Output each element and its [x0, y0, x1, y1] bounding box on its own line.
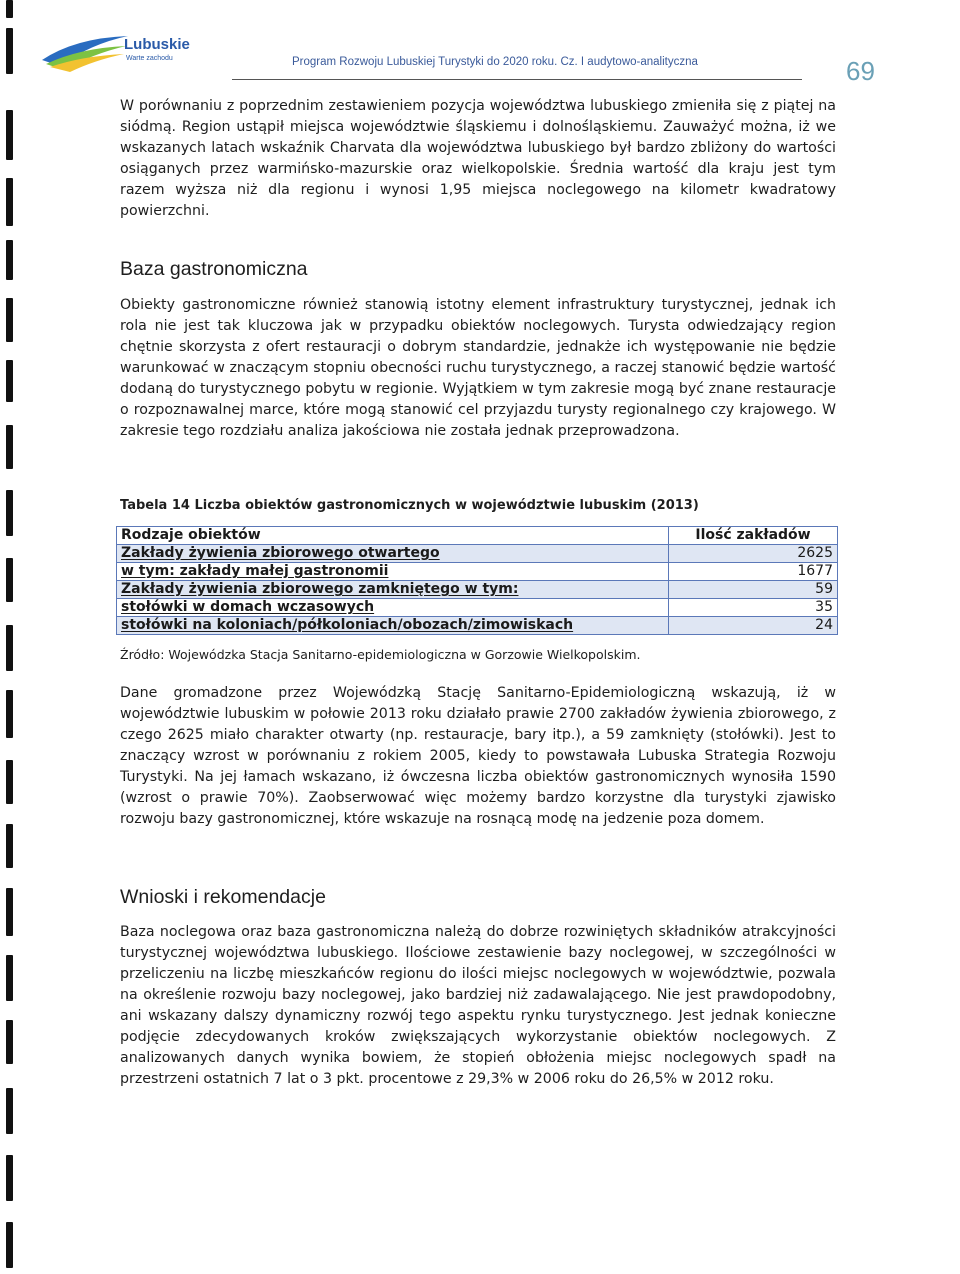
- row-label: stołówki w domach wczasowych: [117, 599, 669, 617]
- table-row: [117, 581, 838, 599]
- section-heading-gastro: Baza gastronomiczna: [120, 258, 308, 280]
- header-count: Ilość zakładów: [669, 527, 838, 545]
- lubuskie-logo: [40, 30, 240, 80]
- intro-paragraph: W porównaniu z poprzednim zestawieniem pozycja województwa lubuskiego zmieniła się z piątej na siódmą. Region ustąpił miejsca województwie śląskiemu i dolnośląskiemu. Zauważyć można, iż we wskazanych latach wskaźnik Charvata dla województwa lubuskiego był bardzo zbliżony do wartości osiąganych przez warmińsko-mazurskie oraz wielkopolskie. Średnia wartość dla kraju jest tym razem wyższa niż dla regionu i wynosi 1,95 miejsca noclegowego na kilometr kwadratowy powierzchni.: [120, 98, 836, 219]
- logo-brand-text: Lubuskie: [124, 36, 190, 53]
- row-value: 24: [669, 617, 838, 635]
- row-label: w tym: zakłady małej gastronomii: [117, 563, 669, 581]
- row-value: 59: [669, 581, 838, 599]
- table-caption: Tabela 14 Liczba obiektów gastronomicznych w województwie lubuskim (2013): [120, 498, 699, 513]
- section-heading-conclusions: Wnioski i rekomendacje: [120, 886, 326, 908]
- row-label: Zakłady żywienia zbiorowego otwartego: [117, 545, 669, 563]
- binding-holes: [0, 0, 24, 1274]
- row-label: Zakłady żywienia zbiorowego zamkniętego w tym:: [117, 581, 669, 599]
- logo-tagline: Warte zachodu: [126, 55, 173, 62]
- header-divider: [232, 79, 802, 80]
- table-row: [117, 617, 838, 635]
- table-header-row: [117, 527, 838, 545]
- gastronomy-table: [116, 526, 838, 635]
- gastro-paragraph: Obiekty gastronomiczne również stanowią istotny element infrastruktury turystycznej, jednak ich rola nie jest tak kluczowa jak w przypadku obiektów noclegowych. Turysta odwiedzający region chętnie skorzysta z ofert restauracji o dobrym standardzie, jednakże ich występowanie nie będzie warunkować w znaczącym stopniu obecności ruchu turystycznego, a raczej stanowić będzie wartość dodaną do turystycznego pobytu w regionie. Wyjątkiem w tym zakresie mogą być znane restauracje o rozpoznawalnej marce, które mogą stanowić cel przyjazdu turysty regionalnego czy krajowego. W zakresie tego rozdziału analiza jakościowa nie została jednak przeprowadzona.: [120, 297, 836, 439]
- swoosh-icon: [40, 30, 130, 76]
- row-label: stołówki na koloniach/półkoloniach/obozach/zimowiskach: [117, 617, 669, 635]
- header-object-types: Rodzaje obiektów: [117, 527, 669, 545]
- table-row: [117, 563, 838, 581]
- table-source-note: Źródło: Wojewódzka Stacja Sanitarno-epidemiologiczna w Gorzowie Wielkopolskim.: [120, 647, 641, 662]
- after-table-paragraph: Dane gromadzone przez Wojewódzką Stację Sanitarno-Epidemiologiczną wskazują, iż w województwie lubuskim w połowie 2013 roku działało prawie 2700 zakładów żywienia zbiorowego, z czego 2625 miało charakter otwarty (np. restauracje, bary itp.), a 59 zamknięty (stołówki). Jest to znaczący wzrost w porównaniu z rokiem 2005, kiedy to powstawała Lubuska Strategia Rozwoju Turystyki. Na jej łamach wskazano, iż ówczesna liczba obiektów gastronomicznych wynosiła 1590 (wzrost o prawie 70%). Zaobserwować więc możemy bardzo korzystne dla turystyki zjawisko rozwoju bazy gastronomicznej, które wskazuje na rosnącą modę na jedzenie poza domem.: [120, 685, 836, 827]
- table-row: [117, 545, 838, 563]
- page-number: 69: [846, 56, 875, 86]
- row-value: 1677: [669, 563, 838, 581]
- document-title: Program Rozwoju Lubuskiej Turystyki do 2020 roku. Cz. I audytowo-analityczna: [292, 56, 698, 68]
- row-value: 2625: [669, 545, 838, 563]
- row-value: 35: [669, 599, 838, 617]
- table-row: [117, 599, 838, 617]
- conclusions-paragraph: Baza noclegowa oraz baza gastronomiczna należą do dobrze rozwiniętych składników atrakcyjności turystycznej województwa lubuskiego. Ilościowe zestawienie bazy noclegowej, w szczególności w przeliczeniu na liczbę mieszkańców regionu do ilości miejsc noclegowych w województwie, pozwala na określenie rozwoju bazy noclegowej, jako bardziej niż zadawalającego. Nie jest prawdopodobny, ani wskazany dalszy dynamiczny rozwój tego aspektu rynku turystycznego. Jest jednak konieczne podjęcie zdecydowanych kroków zwiększających wykorzystanie obiektów noclegowych. Z analizowanych danych wynika bowiem, że stopień obłożenia miejsc noclegowych spadł na przestrzeni ostatnich 7 lat o 3 pkt. procentowe z 29,3% w 2006 roku do 26,5% w 2012 roku.: [120, 924, 836, 1087]
